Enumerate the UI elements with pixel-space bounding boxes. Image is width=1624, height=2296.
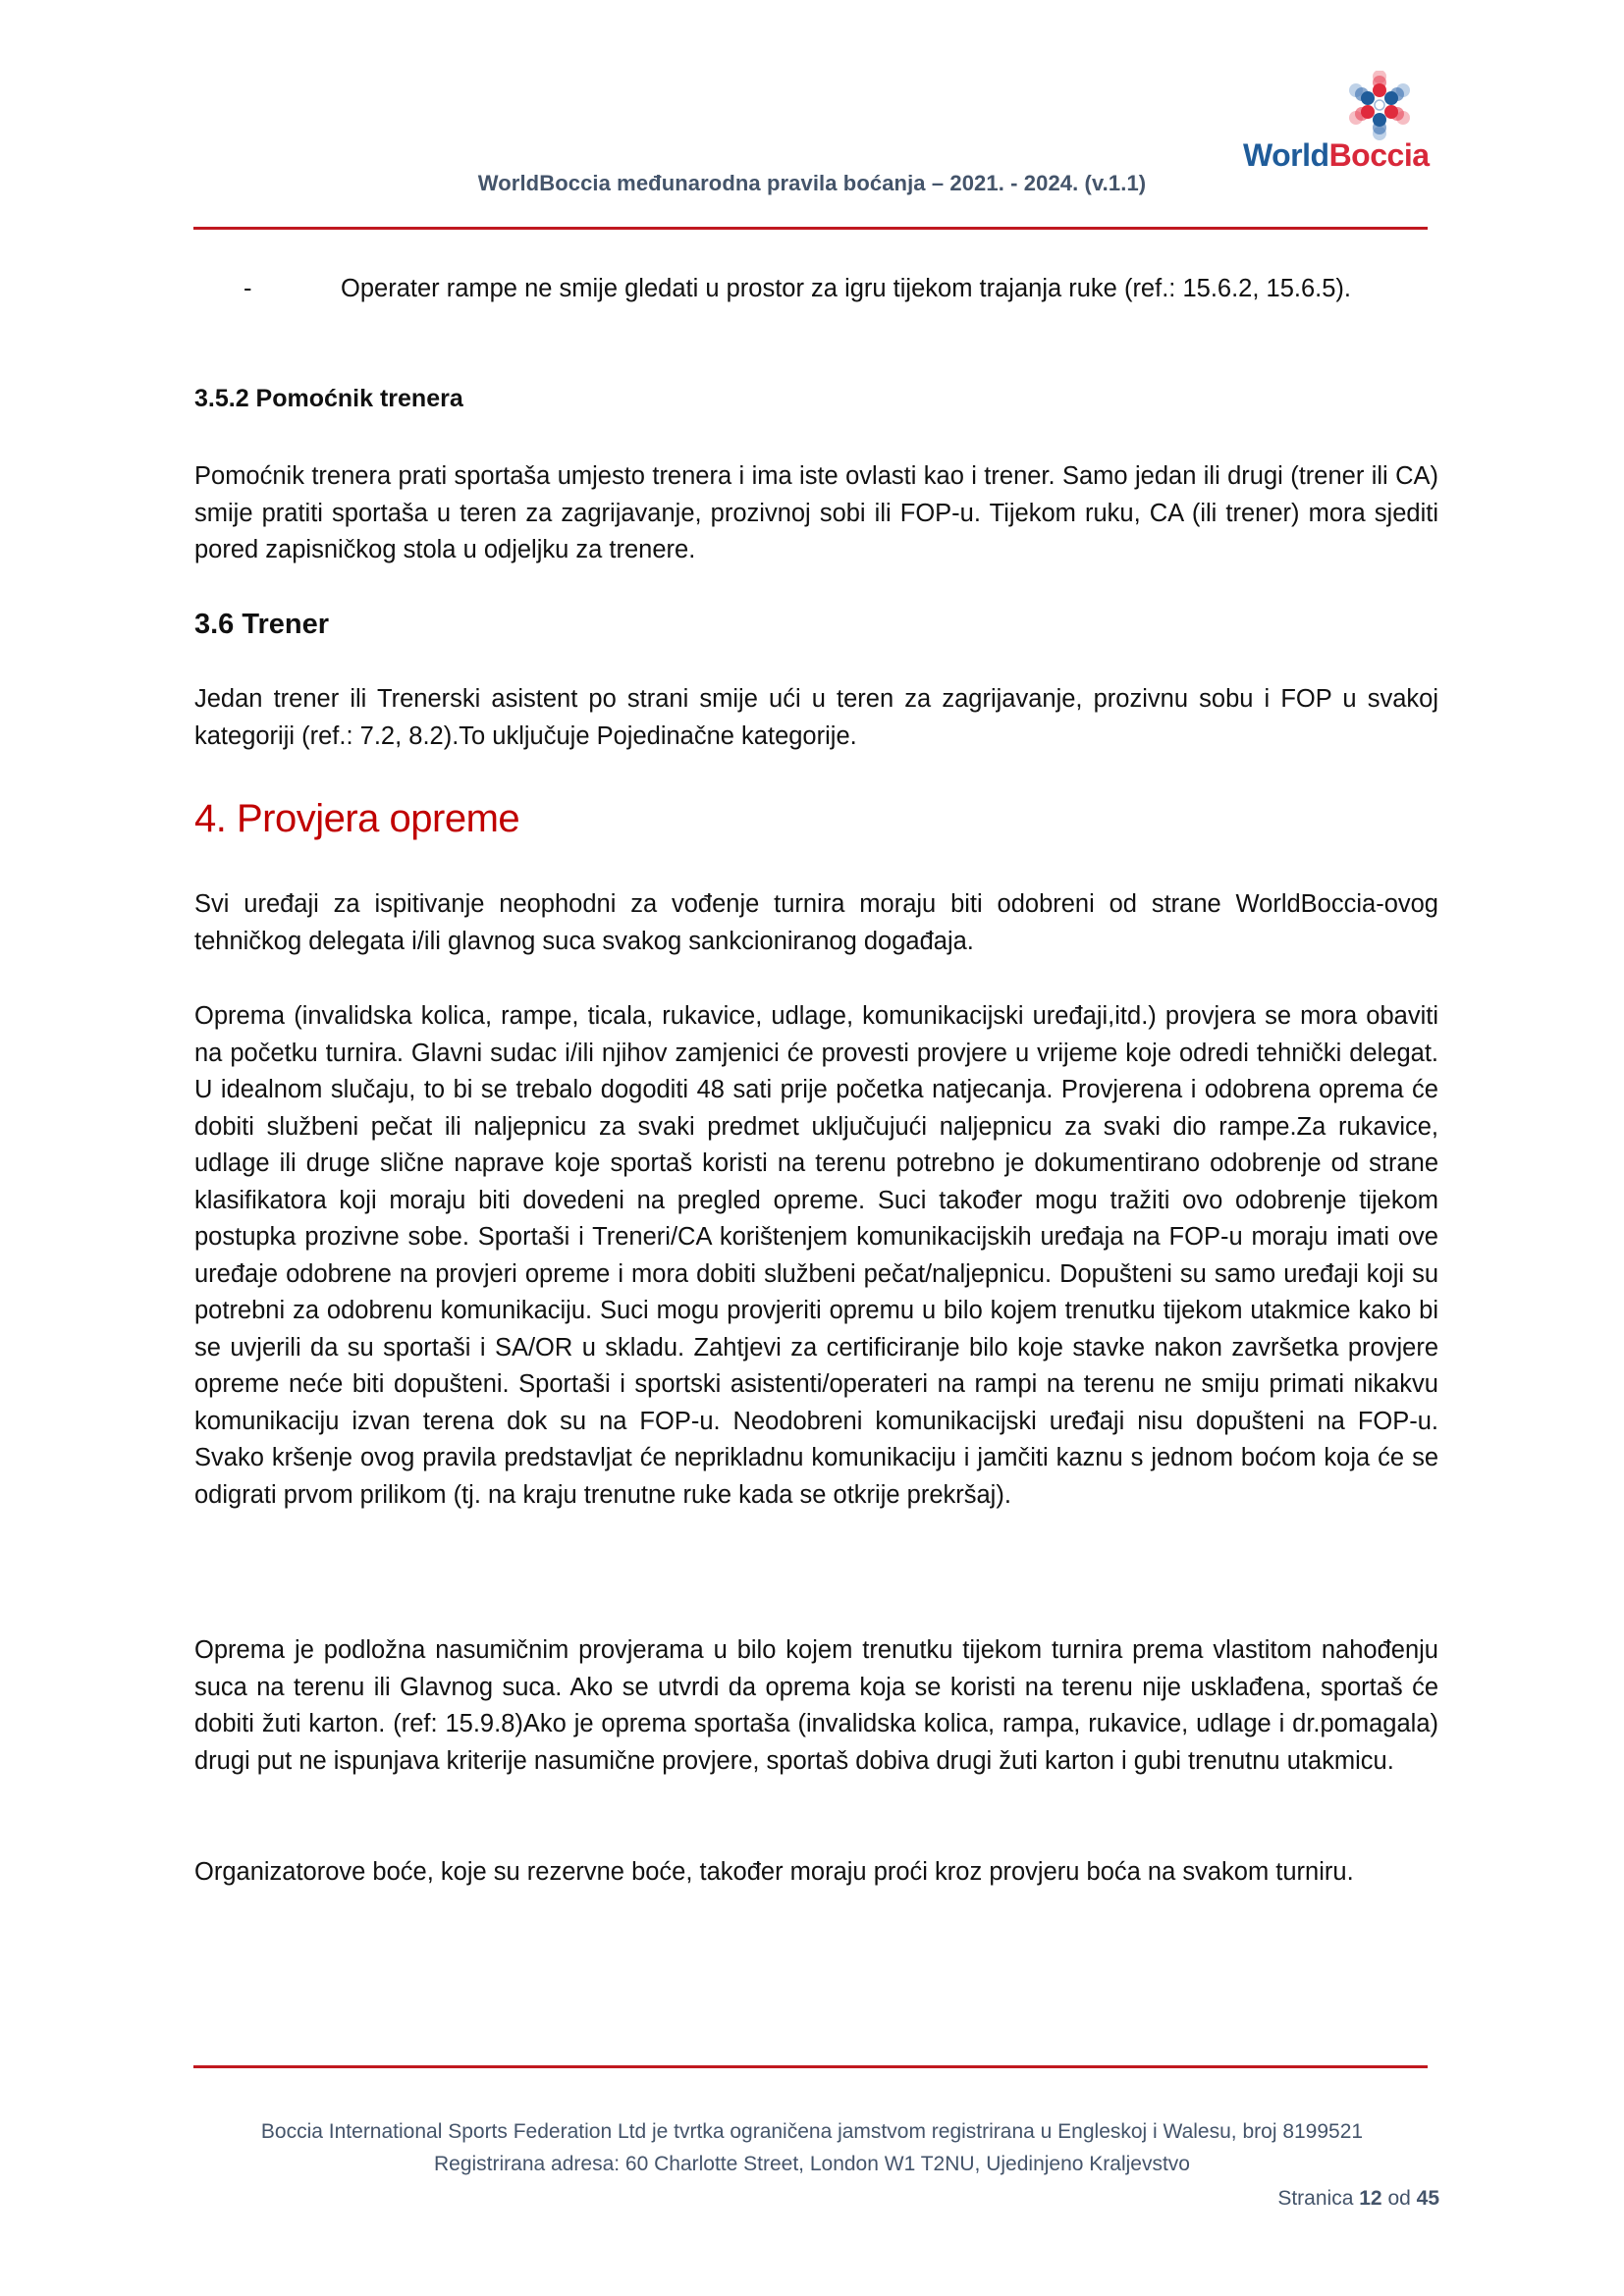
logo-word-world: World xyxy=(1243,137,1329,173)
page-label: Stranica xyxy=(1277,2187,1354,2210)
boccia-balls-icon xyxy=(1344,71,1415,141)
heading-3-5-2: 3.5.2 Pomoćnik trenera xyxy=(194,385,463,412)
paragraph-3-5-2: Pomoćnik trenera prati sportaša umjesto trenera i ima iste ovlasti kao i trener. Samo jedan ili drugi (trener ili CA) smije pratiti sportaša u teren za zagrijavanje, prozivnoj sobi ili FOP-u. Tijekom ruku, CA (ili trener) mora sjediti pored zapisničkog stola u odjeljku za trenere. xyxy=(194,462,1438,563)
heading-3-6: 3.6 Trener xyxy=(194,609,330,640)
heading-4-provjera-opreme: 4. Provjera opreme xyxy=(194,797,520,840)
page-separator: od xyxy=(1387,2187,1411,2210)
paragraph-3-6: Jedan trener ili Trenerski asistent po strani smije ući u teren za zagrijavanje, prozivnu sobu i FOP u svakoj kategoriji (ref.: 7.2, 8.2).To uključuje Pojedinačne kategorije. xyxy=(194,685,1438,750)
footer-company-info: Boccia International Sports Federation Ltd je tvrtka ograničena jamstvom registrirana u Engleskoj i Walesu, broj 8199521 xyxy=(260,2120,1364,2143)
worldboccia-logo xyxy=(1239,71,1445,179)
header-divider xyxy=(193,227,1428,230)
page-total: 45 xyxy=(1416,2187,1439,2210)
footer-address: Registrirana adresa: 60 Charlotte Street, London W1 T2NU, Ujedinjeno Kraljevstvo xyxy=(433,2153,1190,2175)
paragraph-4-3: Oprema je podložna nasumičnim provjerama u bilo kojem trenutku tijekom turnira prema vlastitom nahođenju suca na terenu ili Glavnog suca. Ako se utvrdi da oprema koja se koristi na terenu nije usklađena, sportaš će dobiti žuti karton. (ref: 15.9.8)Ako je oprema sportaša (invalidska kolica, rampa, rukavice, udlage i dr.pomagala) drugi put ne ispunjava kriterije nasumične provjere, sportaš dobiva drugi žuti karton i gubi trenutnu utakmicu. xyxy=(194,1636,1438,1775)
paragraph-4-1: Svi uređaji za ispitivanje neophodni za vođenje turnira moraju biti odobreni od strane WorldBoccia-ovog tehničkog delegata i/ili glavnog suca svakog sankcioniranog događaja. xyxy=(194,890,1438,955)
page-current: 12 xyxy=(1359,2187,1382,2210)
paragraph-4-4: Organizatorove boće, koje su rezervne boće, također moraju proći kroz provjeru boća na svakom turniru. xyxy=(194,1858,1354,1886)
logo-word-boccia: Boccia xyxy=(1328,137,1430,173)
page-number xyxy=(1277,2187,1439,2211)
logo-wordmark xyxy=(1243,137,1430,174)
bullet-text: Operater rampe ne smije gledati u prostor za igru tijekom trajanja ruke (ref.: 15.6.2, 15.6.5). xyxy=(341,275,1351,302)
document-header-title: WorldBoccia međunarodna pravila boćanja – 2021. - 2024. (v.1.1) xyxy=(477,171,1147,195)
paragraph-4-2: Oprema (invalidska kolica, rampe, ticala, rukavice, udlage, komunikacijski uređaji,itd.) provjera se mora obaviti na početku turnira. Glavni sudac i/ili njihov zamjenici će provesti provjere u vrijeme koje odredi tehnički delegat. U idealnom slučaju, to bi se trebalo dogoditi 48 sati prije početka natjecanja. Provjerena i odobrena oprema će dobiti službeni pečat ili naljepnicu za svaki predmet uključujući naljepnicu za svaki dio rampe.Za rukavice, udlage ili druge slične naprave koje sportaš koristi na terenu potrebno je dokumentirano odobrenje od strane klasifikatora koji moraju biti dovedeni na pregled opreme. Suci također mogu tražiti ovo odobrenje tijekom postupka prozivne sobe. Sportaši i Treneri/CA korištenjem komunikacijskih uređaja na FOP-u moraju imati ove uređaje odobrene na provjeri opreme i mora dobiti službeni pečat/naljepnicu. Dopušteni su samo uređaji koji su potrebni za odobrenu komunikaciju. Suci mogu provjeriti opremu u bilo kojem trenutku tijekom utakmice kako bi se uvjerili da su sportaši i SA/OR u skladu. Zahtjevi za certificiranje bilo koje stavke nakon završetka provjere opreme neće biti dopušteni. Sportaši i sportski asistenti/operateri na rampi na terenu ne smiju primati nikakvu komunikaciju izvan terena dok su na FOP-u. Neodobreni komunikacijski uređaji nisu dopušteni na FOP-u. Svako kršenje ovog pravila predstavljat će neprikladnu komunikaciju i jamčiti kaznu s jednom boćom koja će se odigrati prvom prilikom (tj. na kraju trenutne ruke kada se otkrije prekršaj). xyxy=(194,1002,1438,1509)
footer-divider xyxy=(193,2065,1428,2068)
bullet-marker: - xyxy=(244,275,252,302)
